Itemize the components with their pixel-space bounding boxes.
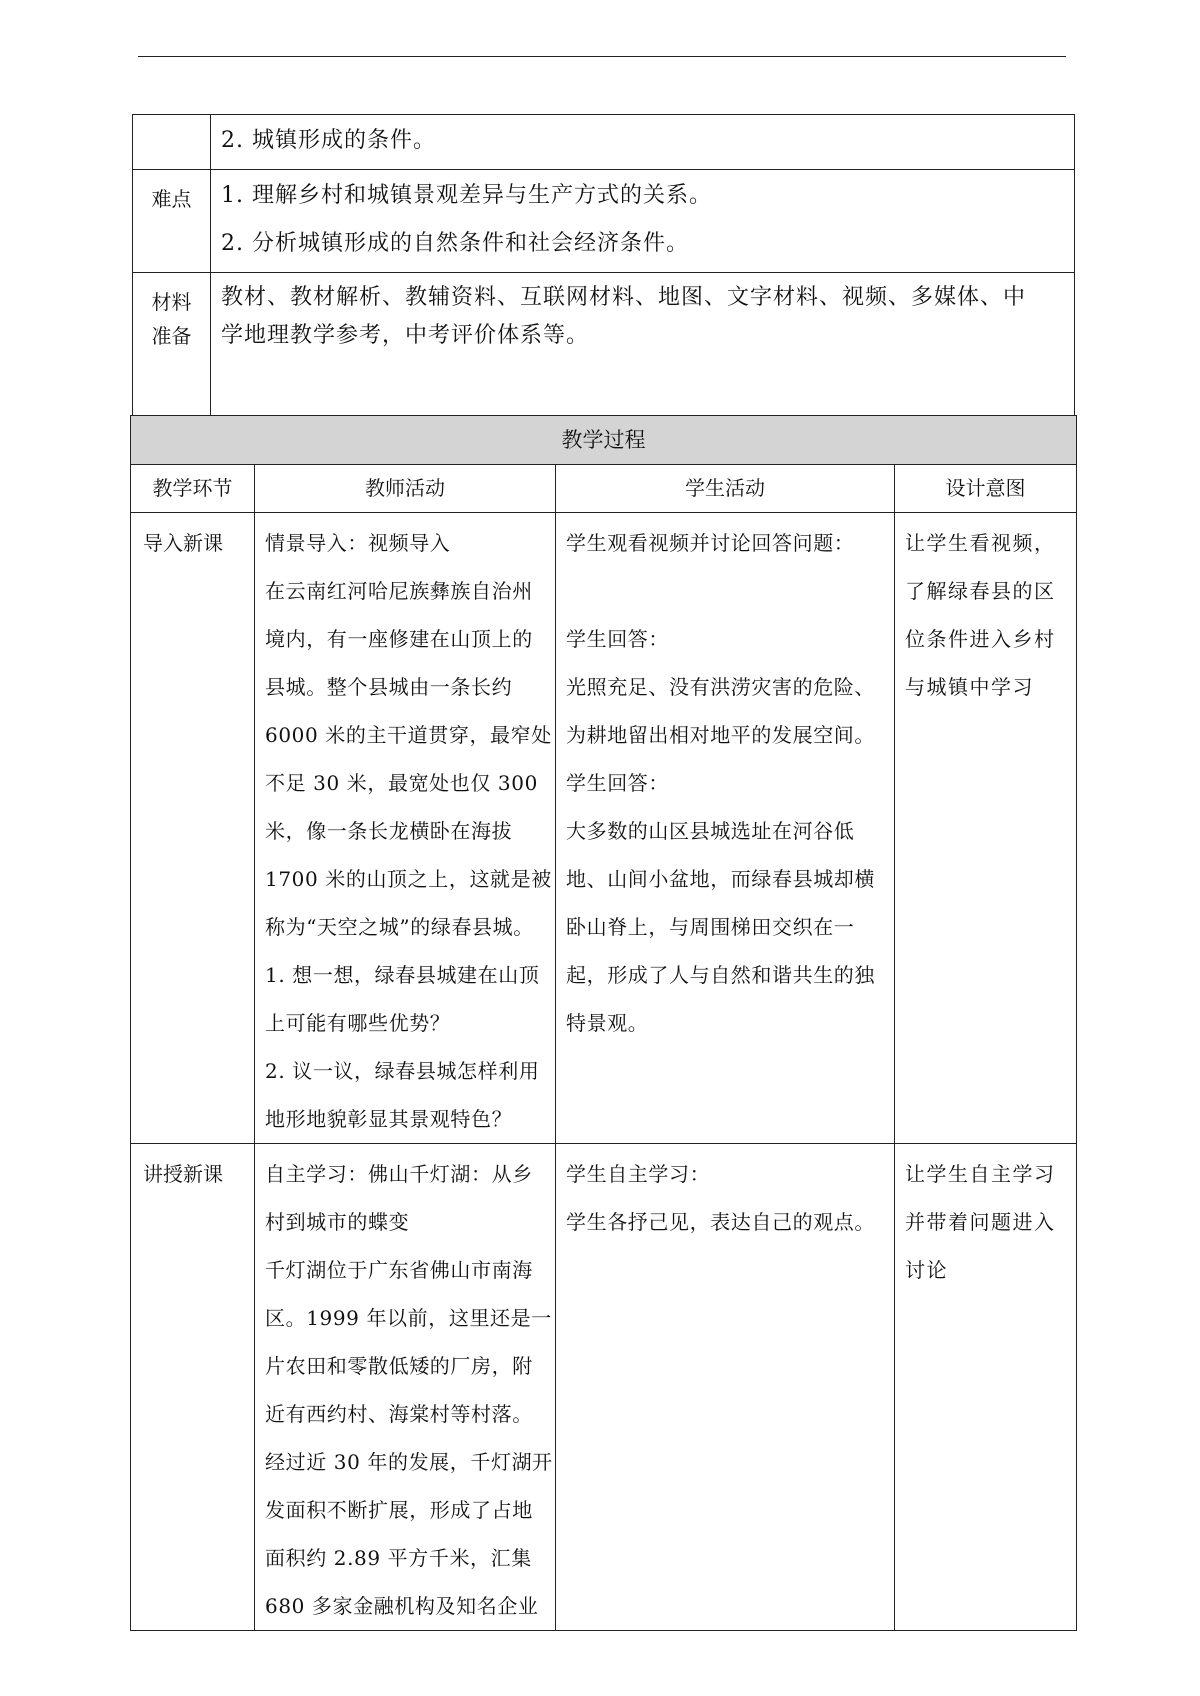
design-intent-cell: [895, 513, 1077, 1144]
text-line: 位条件进入乡村: [905, 627, 1056, 651]
text-line: 与城镇中学习: [905, 675, 1034, 699]
section-banner: 教学过程: [131, 416, 1077, 465]
text-line: 2. 议一议，绿春县城怎样利用: [265, 1059, 540, 1083]
stage-cell: 讲授新课: [131, 1144, 255, 1631]
stage-cell: 导入新课: [131, 513, 255, 1144]
teacher-activity-cell: [255, 513, 556, 1144]
header-rule: [138, 56, 1066, 57]
materials-cell: [211, 273, 1075, 428]
text-line: 680 多家金融机构及知名企业: [265, 1594, 539, 1618]
text-line: 千灯湖位于广东省佛山市南海: [265, 1258, 533, 1282]
text-line: 学生各抒己见，表达自己的观点。: [566, 1210, 875, 1234]
difficulty-cell: [211, 170, 1075, 273]
text-line: 学生观看视频并讨论回答问题：: [566, 531, 855, 555]
text-line: 在云南红河哈尼族彝族自治州: [265, 579, 533, 603]
text-line: 起，形成了人与自然和谐共生的独: [566, 963, 875, 987]
text-line: 自主学习：佛山千灯湖：从乡: [265, 1162, 533, 1186]
text-line: 村到城市的蝶变: [265, 1210, 410, 1234]
text-line: 称为“天空之城”的绿春县城。: [265, 915, 534, 939]
difficulty-label: 难点: [133, 170, 211, 273]
text-line: 经过近 30 年的发展，千灯湖开: [265, 1450, 553, 1474]
student-activity-cell: [556, 1144, 895, 1631]
text-line: 地形地貌彰显其景观特色？: [265, 1107, 513, 1131]
text-line: 县城。整个县城由一条长约: [265, 675, 513, 699]
materials-label: [133, 273, 211, 428]
text-line: 片农田和零散低矮的厂房，附: [265, 1354, 533, 1378]
content-line: 2. 分析城镇形成的自然条件和社会经济条件。: [221, 231, 689, 256]
blank-line: [566, 567, 884, 615]
text-line: 并带着问题进入: [905, 1210, 1056, 1234]
table-row: [131, 513, 1077, 1144]
header-row: [131, 465, 1077, 513]
text-line: 卧山脊上，与周围梯田交织在一: [566, 915, 855, 939]
materials-label-line: 材料: [151, 290, 192, 314]
text-line: 地、山间小盆地，而绿春县城却横: [566, 867, 875, 891]
text-line: 米，像一条长龙横卧在海拔: [265, 819, 513, 843]
text-line: 境内，有一座修建在山顶上的: [265, 627, 533, 651]
text-line: 6000 米的主干道贯穿，最窄处: [265, 723, 552, 747]
column-header-teacher: 教师活动: [255, 465, 556, 513]
table-row: [131, 416, 1077, 465]
column-header-intent: 设计意图: [895, 465, 1077, 513]
text-line: 上可能有哪些优势？: [265, 1011, 451, 1035]
text-line: 区。1999 年以前，这里还是一: [265, 1306, 552, 1330]
text-line: 让学生自主学习: [905, 1162, 1056, 1186]
text-line: 学生自主学习：: [566, 1162, 711, 1186]
table-row: [131, 1144, 1077, 1631]
text-line: 学生回答：: [566, 771, 669, 795]
text-line: 近有西约村、海棠村等村落。: [265, 1402, 533, 1426]
text-line: 不足 30 米，最宽处也仅 300: [265, 771, 538, 795]
content-line: 1. 理解乡村和城镇景观差异与生产方式的关系。: [221, 183, 712, 208]
design-intent-cell: [895, 1144, 1077, 1631]
teaching-process-table: [130, 415, 1077, 1631]
key-point-cell: [211, 115, 1075, 170]
text-line: 特景观。: [566, 1011, 649, 1035]
text-line: 让学生看视频，: [905, 531, 1056, 555]
text-line: 1. 想一想，绿春县城建在山顶: [265, 963, 540, 987]
text-line: 讨论: [905, 1258, 948, 1282]
text-line: 为耕地留出相对地平的发展空间。: [566, 723, 875, 747]
column-header-stage: 教学环节: [131, 465, 255, 513]
table-row: [133, 115, 1075, 170]
student-activity-cell: [556, 513, 895, 1144]
text-line: 面积约 2.89 平方千米，汇集: [265, 1546, 532, 1570]
content-line: 2. 城镇形成的条件。: [221, 128, 436, 153]
objectives-table: [132, 114, 1075, 428]
teacher-activity-cell: [255, 1144, 556, 1631]
text-line: 1700 米的山顶之上，这就是被: [265, 867, 552, 891]
text-line: 大多数的山区县城选址在河谷低: [566, 819, 855, 843]
column-header-student: 学生活动: [556, 465, 895, 513]
text-line: 了解绿春县的区: [905, 579, 1056, 603]
table-row: [133, 273, 1075, 428]
text-line: 学生回答：: [566, 627, 669, 651]
text-line: 发面积不断扩展，形成了占地: [265, 1498, 533, 1522]
row-label: [133, 115, 211, 170]
table-row: [133, 170, 1075, 273]
content-line: 教材、教材解析、教辅资料、互联网材料、地图、文字材料、视频、多媒体、中: [221, 285, 1027, 310]
materials-label-line: 准备: [151, 324, 192, 348]
text-line: 情景导入：视频导入: [265, 531, 451, 555]
content-line: 学地理教学参考，中考评价体系等。: [221, 323, 590, 348]
text-line: 光照充足、没有洪涝灾害的危险、: [566, 675, 875, 699]
